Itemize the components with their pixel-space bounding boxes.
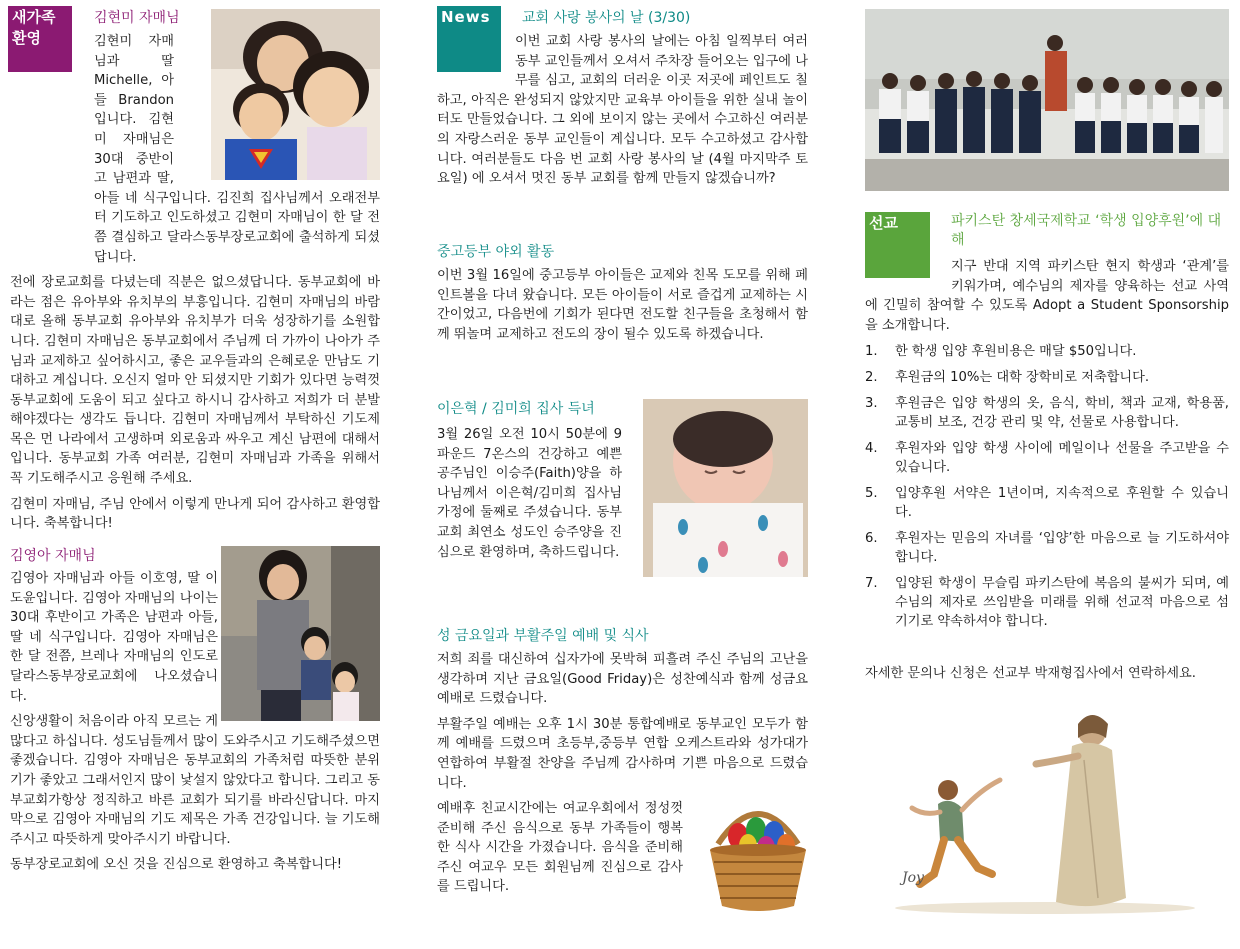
kim-youngah-p1: 김영아 자매님과 아들 이호영, 딸 이도윤입니다. 김영아 자매님의 나이는 30대 후반이고 가족은 남편과 아들, 딸 네 식구입니다. 김영아 자매님은 한 달 전쯤, 브레나 자매님의 인도로 달라스동부장로교회에 나오셨습니다. [10, 571, 218, 704]
list-item [865, 439, 1229, 477]
mission-intro-text: 지구 반대 지역 파키스탄 현지 학생과 ‘관계’를 키워가며, 예수님의 제자를 양육하는 선교 사역에 긴밀히 참여할 수 있도록 Adopt a Student Sponsorship을 소개합니다. [865, 259, 1229, 333]
illustration-signature: Joy [902, 870, 924, 886]
list-item [865, 368, 1229, 387]
youth-title: 중고등부 야외 활동 [437, 244, 555, 260]
pakistan-students-photo [865, 9, 1229, 191]
kim-hyunmi-title: 김현미 자매님 [94, 10, 180, 26]
mission-intro [865, 257, 1229, 335]
kim-youngah-title: 김영아 자매님 [10, 548, 96, 564]
love-day-p1: 이번 교회 사랑 봉사의 날에는 아침 일찍부터 여러 동부 교인들께서 오셔서 주차장 들어오는 입구에 나무를 심고, 교회의 더러운 이곳 저곳에 페인트도 칠하고, 아직은 완성되지 않았지만 교육부 아이들을 위한 실내 놀이터도 만들었습니다. 그 외에 보이지 않는 곳에서 수고하신 여러분의 자랑스러운 동부 교인들이 계십니다. 모두 수고하셨고 감사합니다. 여러분들도 다음 번 교회 사랑 봉사의 날 (4월 마지막주 토요일) 에 오셔서 멋진 동부 교회를 함께 만들지 않겠습니까? [437, 34, 808, 187]
list-item-text: 후원자는 믿음의 자녀를 ‘입양’한 마음으로 늘 기도하셔야 합니다. [895, 531, 1229, 565]
birth-body [437, 425, 622, 562]
list-item [865, 342, 1229, 361]
love-day-body [437, 32, 808, 189]
kim-hyunmi-body [10, 32, 380, 534]
easter-egg-basket-image [700, 794, 816, 916]
new-family-tag-label: 새가족 환영 [12, 8, 56, 47]
list-item-text: 후원자와 입양 학생 사이에 메일이나 선물을 주고받을 수 있습니다. [895, 441, 1229, 475]
easter-body-3 [437, 799, 683, 897]
mission-tag-label: 선교 [869, 214, 898, 232]
kim-youngah-body [10, 569, 380, 875]
mission-title: 파키스탄 창세국제학교 ‘학생 입양후원’에 대해 [951, 213, 1222, 248]
list-item-number: 2. [865, 370, 878, 385]
easter-p3: 예배후 친교시간에는 여교우회에서 정성껏 준비해 주신 음식으로 동부 가족들이 행복한 식사 시간을 가졌습니다. 음식을 준비해주신 여교우 모든 회원님께 진심으로 감사를 드립니다. [437, 801, 683, 895]
list-item-text: 입양된 학생이 무슬림 파키스탄에 복음의 불씨가 되며, 예수님의 제자로 쓰임받을 미래를 위해 선교적 마음으로 섬기기로 약속하셔야 합니다. [895, 576, 1229, 629]
list-item [865, 574, 1229, 631]
kim-youngah-p3: 동부장로교회에 오신 것을 진심으로 환영하고 축복합니다! [10, 857, 342, 873]
birth-p1: 3월 26일 오전 10시 50분에 9파운드 7온스의 건강하고 예쁜 공주님인 이승주(Faith)양을 하나님께서 이은혁/김미희 집사님 가정에 둘째로 주셨습니다. 동부교회 최연소 성도인 승주양을 진심으로 환영하며, 축하드립니다. [437, 427, 622, 560]
mission-contact: 자세한 문의나 신청은 선교부 박재형집사에서 연락하세요. [865, 666, 1196, 681]
list-item [865, 394, 1229, 432]
list-item-number: 3. [865, 396, 878, 411]
youth-p1: 이번 3월 16일에 중고등부 아이들은 교제와 친목 도모를 위해 페인트볼을 다녀 왔습니다. 모든 아이들이 서로 즐겁게 교제하는 시간이었고, 다음번에 기회가 된다면 전도할 친구들을 초청해서 함께 뛰놀며 교제하고 전도의 장이 될수 있도록 하겠습니다. [437, 268, 808, 342]
kim-hyunmi-p3: 김현미 자매님, 주님 안에서 이렇게 만나게 되어 감사하고 환영합니다. 축복합니다! [10, 496, 380, 532]
easter-p2: 부활주일 예배는 오후 1시 30분 통합예배로 동부교인 모두가 함께 예배를 드렸으며 초등부,중등부 연합 오케스트라와 성가대가 연합하여 부활절 찬양을 주님께 감사하며 기쁜 마음으로 드렸습니다. [437, 716, 808, 791]
list-item [865, 484, 1229, 522]
easter-body [437, 650, 808, 793]
list-item-text: 후원금은 입양 학생의 옷, 음식, 학비, 책과 교재, 학용품, 교통비 보조, 건강 관리 및 약, 선물로 사용합니다. [895, 396, 1229, 430]
love-day-title: 교회 사랑 봉사의 날 (3/30) [522, 10, 691, 26]
list-item-number: 1. [865, 344, 878, 359]
list-item-number: 4. [865, 441, 878, 456]
list-item-text: 후원금의 10%는 대학 장학비로 저축합니다. [895, 370, 1150, 385]
kim-youngah-p2: 신앙생활이 처음이라 아직 모르는 게 많다고 하십니다. 성도님들께서 많이 도와주시고 기도해주셨으면 좋겠습니다. 김영아 자매님은 동부교회의 가족처럼 따뜻한 분위기가 좋았고 그래서인지 많이 낯설지 않았다고 합니다. 그리고 동부교회가항상 정직하고 바른 교회가 되기를 바라신답니다. 마지막으로 김영아 자매님의 기도 제목은 가족 건강입니다. 늘 기도해주시고 따뜻하게 맞아주시기 바랍니다. [10, 714, 380, 847]
list-item-text: 입양후원 서약은 1년이며, 지속적으로 후원할 수 있습니다. [895, 486, 1229, 520]
news-tag-label: News [441, 8, 491, 26]
easter-p1: 저희 죄를 대신하여 십자가에 못박혀 피흘려 주신 주님의 고난을 생각하며 지난 금요일(Good Friday)은 성찬예식과 함께 성금요예배로 드렸습니다. [437, 652, 808, 707]
list-item-number: 6. [865, 531, 878, 546]
list-item-number: 5. [865, 486, 878, 501]
kim-hyunmi-p2: 전에 장로교회를 다녔는데 직분은 없으셨답니다. 동부교회에 바라는 점은 유아부와 유치부의 부흥입니다. 김현미 자매님의 바람대로 올해 동부교회 유아부와 유치부가 더욱 성장하기를 소원합니다. 김현미 자매님은 동부교회에서 주님께 더 가까이 나아가 주님과 교제하고 싶어하시고, 좋은 교우들과의 은혜로운 만남도 기대하고 계십니다. 오신지 얼마 안 되셨지만 기회가 있다면 능력껏 동부교회에 도움이 되고 싶다고 하시니 감사하고 저희가 더 분발해야겠다는 생각도 듭니다. 김현미 자매님께서 부탁하신 기도제목은 먼 나라에서 고생하며 외로움과 싸우고 계신 남편에 대해서입니다. 동부교회 가족 여러분, 김현미 자매님과 가족을 위해서 꼭 기도해주시고 응원해 주세요. [10, 275, 380, 487]
mission-list [865, 342, 1229, 638]
youth-body [437, 266, 808, 344]
list-item [865, 529, 1229, 567]
kim-hyunmi-p1: 김현미 자매님과 딸 Michelle, 아들 Brandon 입니다. 김현미 자매님은 30대 중반이고 남편과 딸, 아들 네 식구입니다. 김진희 집사님께서 오래전부터 기도하고 인도하셨고 김현미 자매님이 한 달 전쯤 결심하고 달라스동부장로교회에 출석하게 되셨답니다. [94, 34, 380, 265]
birth-title: 이은혁 / 김미희 집사 득녀 [437, 401, 595, 417]
easter-title: 성 금요일과 부활주일 예배 및 식사 [437, 628, 649, 644]
jesus-welcome-illustration [880, 698, 1210, 916]
list-item-text: 한 학생 입양 후원비용은 매달 $50입니다. [895, 344, 1137, 359]
list-item-number: 7. [865, 576, 878, 591]
newborn-photo [643, 399, 808, 577]
